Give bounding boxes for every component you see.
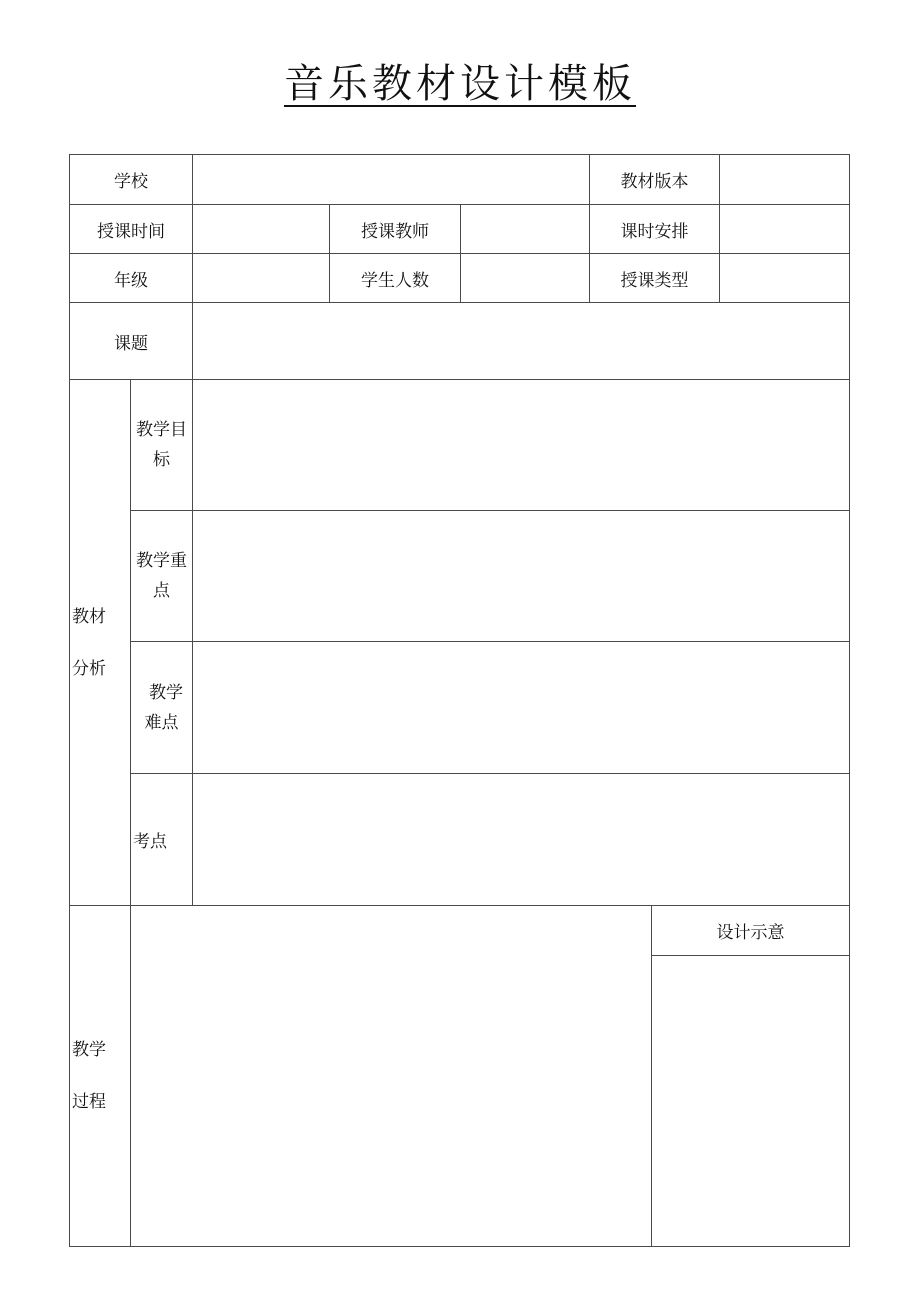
page-title [0,52,920,109]
label-school: 学校 [69,154,193,205]
time-field[interactable] [192,204,330,254]
label-time: 授课时间 [69,204,193,254]
goal-field[interactable] [192,379,850,511]
label-students: 学生人数 [329,253,461,303]
difficulty-text: 教学难点 [144,682,183,733]
analysis-label-line1: 教材 [72,606,106,627]
grade-field[interactable] [192,253,330,303]
schedule-field[interactable] [719,204,850,254]
label-teacher: 授课教师 [329,204,461,254]
analysis-label-line2: 分析 [72,658,106,679]
process-label-line1: 教学 [72,1040,106,1060]
goal-text: 教学目标 [136,420,187,470]
label-schedule: 课时安排 [589,204,720,254]
students-field[interactable] [460,253,590,303]
edition-field[interactable] [719,154,850,205]
teacher-field[interactable] [460,204,590,254]
exam-field[interactable] [192,773,850,906]
difficulty-field[interactable] [192,641,850,774]
type-field[interactable] [719,253,850,303]
label-key [130,510,193,642]
label-design: 设计示意 [651,905,850,956]
key-text: 教学重点 [136,551,187,601]
label-exam: 考点 [130,773,193,906]
label-analysis [69,379,131,906]
key-field[interactable] [192,510,850,642]
title-text: 音乐教材设计模板 [284,61,636,107]
process-label-line2: 过程 [72,1092,106,1112]
label-process [69,905,131,1247]
process-field[interactable] [130,905,652,1247]
label-edition: 教材版本 [589,154,720,205]
design-field[interactable] [651,955,850,1247]
topic-field[interactable] [192,302,850,380]
label-grade: 年级 [69,253,193,303]
label-topic: 课题 [69,302,193,380]
label-difficulty [130,641,193,774]
label-type: 授课类型 [589,253,720,303]
label-goal [130,379,193,511]
school-field[interactable] [192,154,590,205]
